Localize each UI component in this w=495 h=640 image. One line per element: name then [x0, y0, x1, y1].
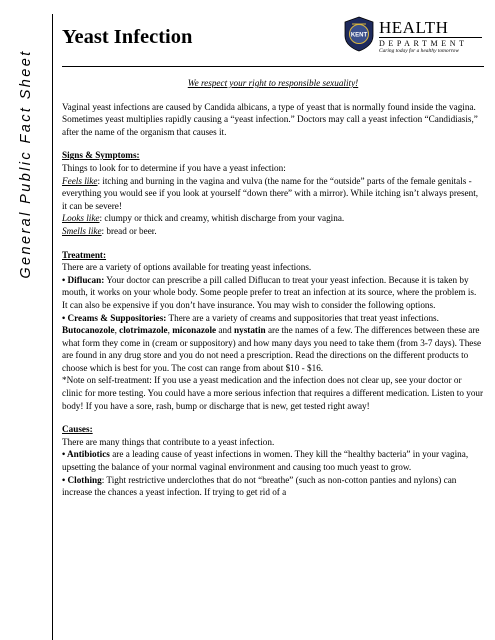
- antibiotics-item: [62, 448, 484, 473]
- creams-text-1: There are a variety of creams and suppositories that treat yeast infections.: [166, 312, 439, 323]
- causes-section: [62, 423, 484, 499]
- header-rule: [62, 66, 484, 67]
- page-title: Yeast Infection: [62, 26, 193, 48]
- intro-paragraph: Vaginal yeast infections are caused by Candida albicans, a type of yeast that is normally found inside the vagina. Sometimes yeast multiplies rapidly causing a “yeast infection.” Doctors may call a yeast infection “Candidiasis,” after the name of the organism that causes it.: [62, 101, 478, 137]
- drug-clotrimazole: clotrimazole: [119, 325, 168, 336]
- sidebar: [0, 0, 52, 640]
- seal-text: KENT: [350, 32, 368, 39]
- health-department-logo: [379, 20, 482, 55]
- looks-like-item: [62, 212, 484, 225]
- clothing-label: • Clothing: [62, 474, 102, 485]
- drug-separator: and: [216, 325, 234, 336]
- header: [62, 18, 482, 68]
- drug-miconazole: miconazole: [172, 325, 217, 336]
- smells-like-label: Smells like: [62, 225, 102, 236]
- signs-lead: Things to look for to determine if you have a yeast infection:: [62, 162, 286, 173]
- creams-label: • Creams & Suppositories:: [62, 312, 167, 323]
- logo-rule: [379, 37, 482, 38]
- treatment-heading: Treatment:: [62, 249, 107, 260]
- drug-butocanozole: Butocanozole: [62, 325, 115, 336]
- smells-like-text: : bread or beer.: [101, 225, 157, 236]
- smells-like-item: [62, 225, 484, 238]
- treatment-section: [62, 249, 484, 413]
- feels-like-label: Feels like: [62, 175, 98, 186]
- looks-like-text: : clumpy or thick and creamy, whitish discharge from your vagina.: [99, 213, 345, 224]
- logo-tagline: Caring today for a healthy tomorrow: [379, 48, 459, 54]
- sidebar-divider: [52, 14, 53, 640]
- county-seal-icon: [343, 16, 375, 52]
- creams-item: [62, 312, 484, 375]
- treatment-lead: There are a variety of options available for treating yeast infections.: [62, 262, 312, 273]
- causes-lead: There are many things that contribute to a yeast infection.: [62, 436, 275, 447]
- diflucan-item: [62, 274, 484, 312]
- antibiotics-label: • Antibiotics: [62, 449, 110, 460]
- logo-health: HEALTH: [379, 18, 449, 37]
- self-treatment-note: *Note on self-treatment: If you use a yeast medication and the infection does not clear up, see your doctor or clinic for more testing. You could have a more serious infection that requires a different medication. Listen to your body! If you have a sore, rash, bump or discharge that is new, get tested right away!: [62, 375, 484, 411]
- fact-sheet-body: [62, 77, 484, 510]
- drug-separator: ,: [167, 325, 173, 336]
- tagline: We respect your right to responsible sexuality!: [187, 78, 359, 88]
- creams-text-2: are the names of a few. The differences between these are what form they come in (cream or suppository) and how many days you need to take them (from 3-7 days). These are found in any drug store and you do not need a prescription. Read the directions on the different products to choose which is best for you. The cost can range from about $10 - $16.: [62, 325, 482, 373]
- diflucan-label: • Diflucan:: [62, 274, 105, 285]
- diflucan-text: Your doctor can prescribe a pill called Diflucan to treat your yeast infection. Because it is taken by mouth, it works on your whole body. Some people prefer to treat an infection at its source, where the problem is. It can also be expensive if you don’t have insurance. You may wish to consider the following options.: [62, 274, 477, 310]
- drug-separator: ,: [114, 325, 120, 336]
- causes-heading: Causes:: [62, 424, 93, 435]
- clothing-text: : Tight restrictive underclothes that do not “breathe” (such as non-cotton panties and nylons) can increase the chances a yeast infection. If trying to get rid of a: [62, 474, 457, 498]
- logo-department: DEPARTMENT: [379, 39, 468, 48]
- signs-heading: Signs & Symptoms:: [62, 150, 140, 161]
- antibiotics-text: are a leading cause of yeast infections in women. They kill the “healthy bacteria” in your vagina, upsetting the balance of your normal vaginal environment and causing too much yeast to grow.: [62, 449, 469, 473]
- sidebar-label: General Public Fact Sheet: [18, 49, 34, 279]
- feels-like-text: : itching and burning in the vagina and vulva (the name for the “outside” parts of the female genitals - everything you would see if you look at yourself “down there” with a mirror). While itching isn’t always present, it can be severe!: [62, 175, 479, 211]
- looks-like-label: Looks like: [62, 213, 100, 224]
- clothing-item: [62, 474, 484, 499]
- feels-like-item: [62, 175, 484, 213]
- signs-section: [62, 149, 484, 237]
- drug-nystatin: nystatin: [233, 325, 266, 336]
